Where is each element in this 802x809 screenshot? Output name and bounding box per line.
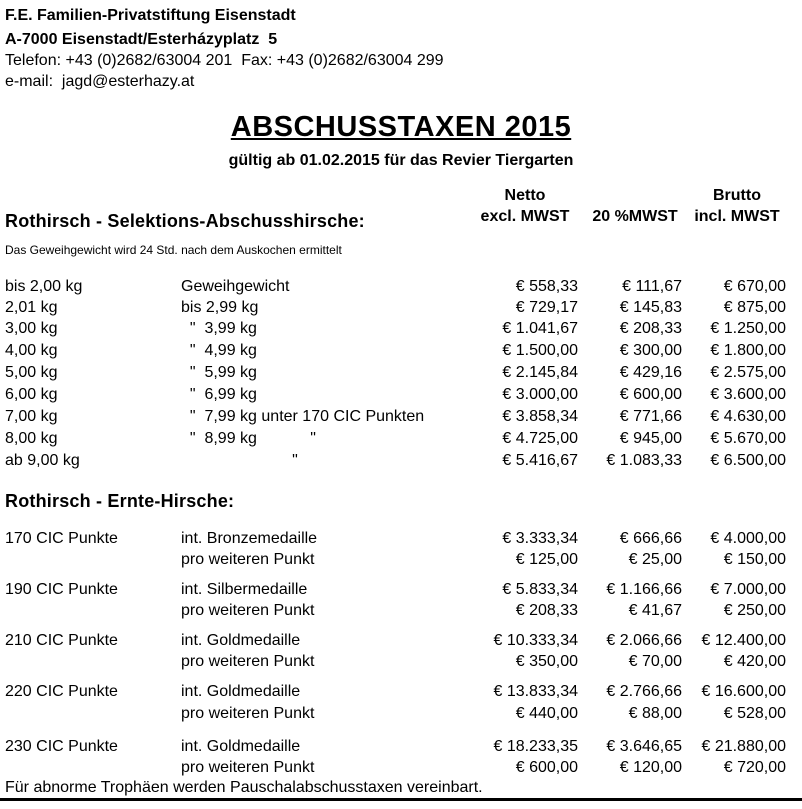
netto-value: € 729,17	[515, 299, 578, 316]
footer-rule	[0, 798, 802, 801]
netto-value: € 2.145,84	[502, 364, 578, 381]
brutto-value: € 528,00	[723, 705, 786, 722]
row-description: " 8,99 kg "	[181, 430, 316, 447]
section-title-ernte: Rothirsch - Ernte-Hirsche:	[5, 491, 235, 511]
brutto-value: € 3.600,00	[710, 386, 786, 403]
mwst-value: € 1.166,66	[606, 581, 682, 598]
row-description: int. Goldmedaille	[181, 683, 301, 700]
row-description: Geweihgewicht	[181, 278, 290, 295]
row-description: " 3,99 kg	[181, 320, 257, 337]
mwst-value: € 208,33	[619, 320, 682, 337]
row-label: 8,00 kg	[5, 430, 58, 447]
brutto-value: € 7.000,00	[710, 581, 786, 598]
netto-value: € 1.500,00	[502, 342, 578, 359]
row-description: int. Bronzemedaille	[181, 530, 318, 547]
mwst-value: € 2.066,66	[606, 632, 682, 649]
mwst-value: € 1.083,33	[606, 452, 682, 469]
netto-value: € 13.833,34	[493, 683, 578, 700]
netto-value: € 125,00	[515, 551, 578, 568]
document-title: ABSCHUSSTAXEN 2015	[230, 111, 572, 143]
netto-value: € 5.416,67	[502, 452, 578, 469]
row-label: bis 2,00 kg	[5, 278, 83, 295]
col-brutto-sub: incl. MWST	[694, 208, 780, 225]
org-address: A-7000 Eisenstadt/Esterházyplatz 5	[5, 31, 278, 48]
row-label: 220 CIC Punkte	[5, 683, 118, 700]
contact-phone-fax: Telefon: +43 (0)2682/63004 201 Fax: +43 (0)2682/63004 299	[5, 52, 444, 69]
brutto-value: € 420,00	[723, 653, 786, 670]
row-description: int. Goldmedaille	[181, 738, 301, 755]
netto-value: € 558,33	[515, 278, 578, 295]
mwst-value: € 111,67	[622, 278, 682, 295]
row-label: 6,00 kg	[5, 386, 58, 403]
mwst-value: € 429,16	[619, 364, 682, 381]
brutto-value: € 5.670,00	[710, 430, 786, 447]
row-label: 230 CIC Punkte	[5, 738, 118, 755]
netto-value: € 600,00	[515, 759, 578, 776]
row-description: pro weiteren Punkt	[181, 551, 315, 568]
footer-note: Für abnorme Trophäen werden Pauschalabschusstaxen vereinbart.	[5, 779, 483, 796]
netto-value: € 208,33	[515, 602, 578, 619]
mwst-value: € 2.766,66	[606, 683, 682, 700]
mwst-value: € 3.646,65	[606, 738, 682, 755]
brutto-value: € 250,00	[723, 602, 786, 619]
mwst-value: € 70,00	[628, 653, 682, 670]
row-description: " 5,99 kg	[181, 364, 257, 381]
brutto-value: € 4.630,00	[710, 408, 786, 425]
org-name: F.E. Familien-Privatstiftung Eisenstadt	[5, 7, 296, 24]
brutto-value: € 12.400,00	[701, 632, 786, 649]
row-label: ab 9,00 kg	[5, 452, 80, 469]
brutto-value: € 4.000,00	[710, 530, 786, 547]
brutto-value: € 6.500,00	[710, 452, 786, 469]
row-description: " 4,99 kg	[181, 342, 257, 359]
brutto-value: € 1.800,00	[710, 342, 786, 359]
row-description: bis 2,99 kg	[181, 299, 259, 316]
brutto-value: € 720,00	[723, 759, 786, 776]
netto-value: € 3.000,00	[502, 386, 578, 403]
contact-email: e-mail: jagd@esterhazy.at	[5, 73, 195, 90]
mwst-value: € 145,83	[619, 299, 682, 316]
row-label: 5,00 kg	[5, 364, 58, 381]
netto-value: € 10.333,34	[493, 632, 578, 649]
netto-value: € 440,00	[515, 705, 578, 722]
netto-value: € 3.858,34	[502, 408, 578, 425]
row-description: " 6,99 kg	[181, 386, 257, 403]
row-label: 190 CIC Punkte	[5, 581, 118, 598]
row-description: pro weiteren Punkt	[181, 759, 315, 776]
mwst-value: € 120,00	[619, 759, 682, 776]
row-description: pro weiteren Punkt	[181, 602, 315, 619]
netto-value: € 1.041,67	[502, 320, 578, 337]
netto-value: € 5.833,34	[502, 581, 578, 598]
row-description: int. Goldmedaille	[181, 632, 301, 649]
row-label: 210 CIC Punkte	[5, 632, 118, 649]
mwst-value: € 300,00	[619, 342, 682, 359]
netto-value: € 3.333,34	[502, 530, 578, 547]
col-netto-sub: excl. MWST	[480, 208, 570, 225]
row-description: "	[181, 452, 298, 469]
mwst-value: € 25,00	[628, 551, 682, 568]
brutto-value: € 150,00	[723, 551, 786, 568]
mwst-value: € 945,00	[619, 430, 682, 447]
row-label: 3,00 kg	[5, 320, 58, 337]
mwst-value: € 771,66	[619, 408, 682, 425]
brutto-value: € 670,00	[723, 278, 786, 295]
row-description: int. Silbermedaille	[181, 581, 308, 598]
brutto-value: € 875,00	[723, 299, 786, 316]
brutto-value: € 2.575,00	[710, 364, 786, 381]
brutto-value: € 1.250,00	[710, 320, 786, 337]
row-label: 2,01 kg	[5, 299, 58, 316]
brutto-value: € 16.600,00	[701, 683, 786, 700]
row-label: 7,00 kg	[5, 408, 58, 425]
row-description: pro weiteren Punkt	[181, 705, 315, 722]
mwst-value: € 666,66	[619, 530, 682, 547]
mwst-value: € 600,00	[619, 386, 682, 403]
row-label: 170 CIC Punkte	[5, 530, 118, 547]
row-description: " 7,99 kg unter 170 CIC Punkten	[181, 408, 425, 425]
col-mwst-header: 20 %MWST	[592, 208, 678, 225]
col-brutto-header: Brutto	[713, 187, 761, 204]
netto-value: € 18.233,35	[493, 738, 578, 755]
netto-value: € 350,00	[515, 653, 578, 670]
row-label: 4,00 kg	[5, 342, 58, 359]
mwst-value: € 88,00	[628, 705, 682, 722]
brutto-value: € 21.880,00	[701, 738, 786, 755]
col-netto-header: Netto	[504, 187, 546, 204]
section-title-selektion: Rothirsch - Selektions-Abschusshirsche:	[5, 211, 365, 231]
mwst-value: € 41,67	[628, 602, 682, 619]
document-subtitle: gültig ab 01.02.2015 für das Revier Tiergarten	[228, 152, 574, 169]
section-note: Das Geweihgewicht wird 24 Std. nach dem Auskochen ermittelt	[5, 243, 342, 257]
netto-value: € 4.725,00	[502, 430, 578, 447]
row-description: pro weiteren Punkt	[181, 653, 315, 670]
